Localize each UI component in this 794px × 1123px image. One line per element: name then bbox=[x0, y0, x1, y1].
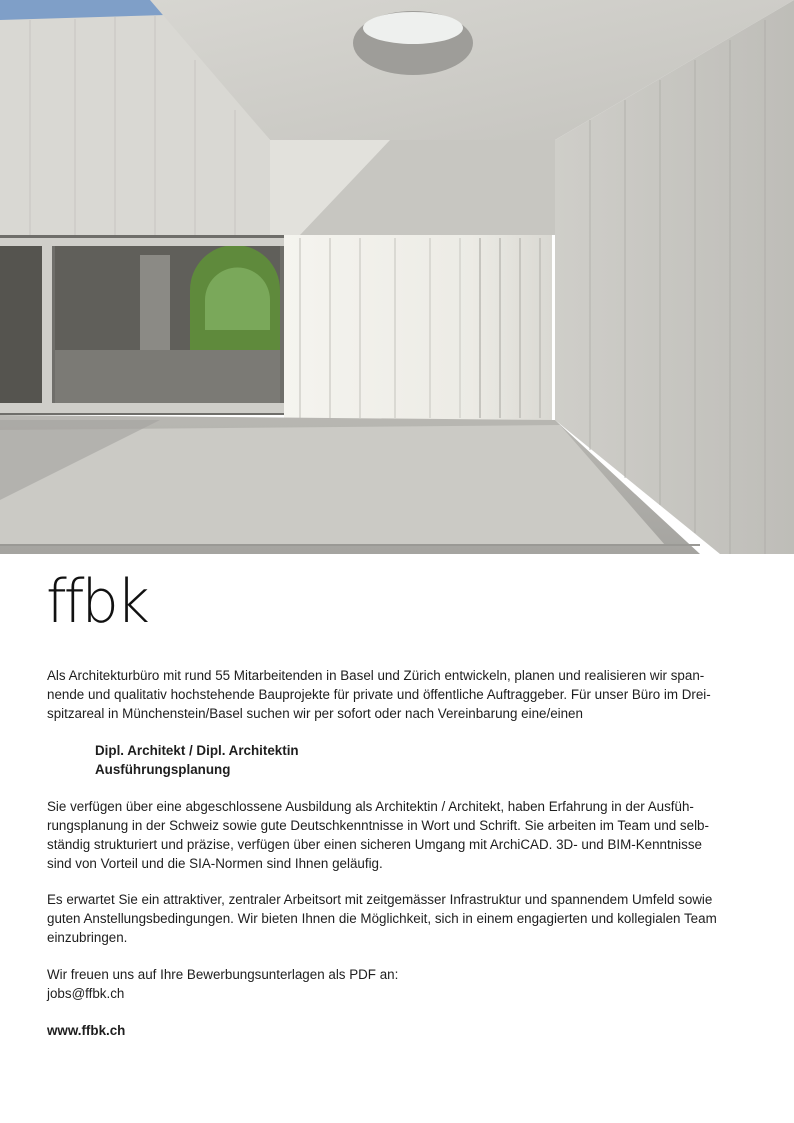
requirements-line: Sie verfügen über eine abgeschlossene Ausbildung als Architektin / Architekt, haben Erfahrung in der Ausfüh- bbox=[47, 799, 694, 814]
intro-line: spitzareal in Münchenstein/Basel suchen wir per sofort oder nach Vereinbarung eine/einen bbox=[47, 706, 583, 721]
email-link[interactable]: jobs@ffbk.ch bbox=[47, 986, 125, 1001]
position-title: Dipl. Architekt / Dipl. Architektin bbox=[95, 743, 299, 758]
offer-line: guten Anstellungsbedingungen. Wir bieten Ihnen die Möglichkeit, sich in einem engagierten und kollegialen Team bbox=[47, 911, 717, 926]
requirements-line: rungsplanung in der Schweiz sowie gute Deutschkenntnisse in Wort und Schrift. Sie arbeiten im Team und selb- bbox=[47, 818, 709, 833]
requirements-line: sind von Vorteil und die SIA-Normen sind Ihnen geläufig. bbox=[47, 856, 383, 871]
architecture-photo-icon bbox=[0, 0, 794, 554]
position-subtitle: Ausführungsplanung bbox=[95, 762, 231, 777]
application-paragraph bbox=[47, 965, 747, 1003]
website-link[interactable]: www.ffbk.ch bbox=[47, 1023, 126, 1038]
ffbk-logo: ffbk bbox=[46, 567, 148, 637]
requirements-line: ständig strukturiert und präzise, verfügen über einen sicheren Umgang mit ArchiCAD. 3D- und BIM-Kenntnisse bbox=[47, 837, 702, 852]
offer-paragraph bbox=[47, 890, 747, 947]
application-line: Wir freuen uns auf Ihre Bewerbungsunterlagen als PDF an: bbox=[47, 967, 399, 982]
intro-line: Als Architekturbüro mit rund 55 Mitarbeitenden in Basel und Zürich entwickeln, planen und realisieren wir span- bbox=[47, 668, 705, 683]
offer-line: Es erwartet Sie ein attraktiver, zentraler Arbeitsort mit zeitgemässer Infrastruktur und spannendem Umfeld sowie bbox=[47, 892, 713, 907]
requirements-paragraph bbox=[47, 797, 747, 873]
offer-line: einzubringen. bbox=[47, 930, 128, 945]
intro-line: nende und qualitativ hochstehende Bauprojekte für private und öffentliche Auftraggeber. Für unser Büro im Drei- bbox=[47, 687, 711, 702]
hero-photo bbox=[0, 0, 794, 554]
position-block bbox=[95, 741, 299, 779]
intro-paragraph bbox=[47, 666, 747, 723]
